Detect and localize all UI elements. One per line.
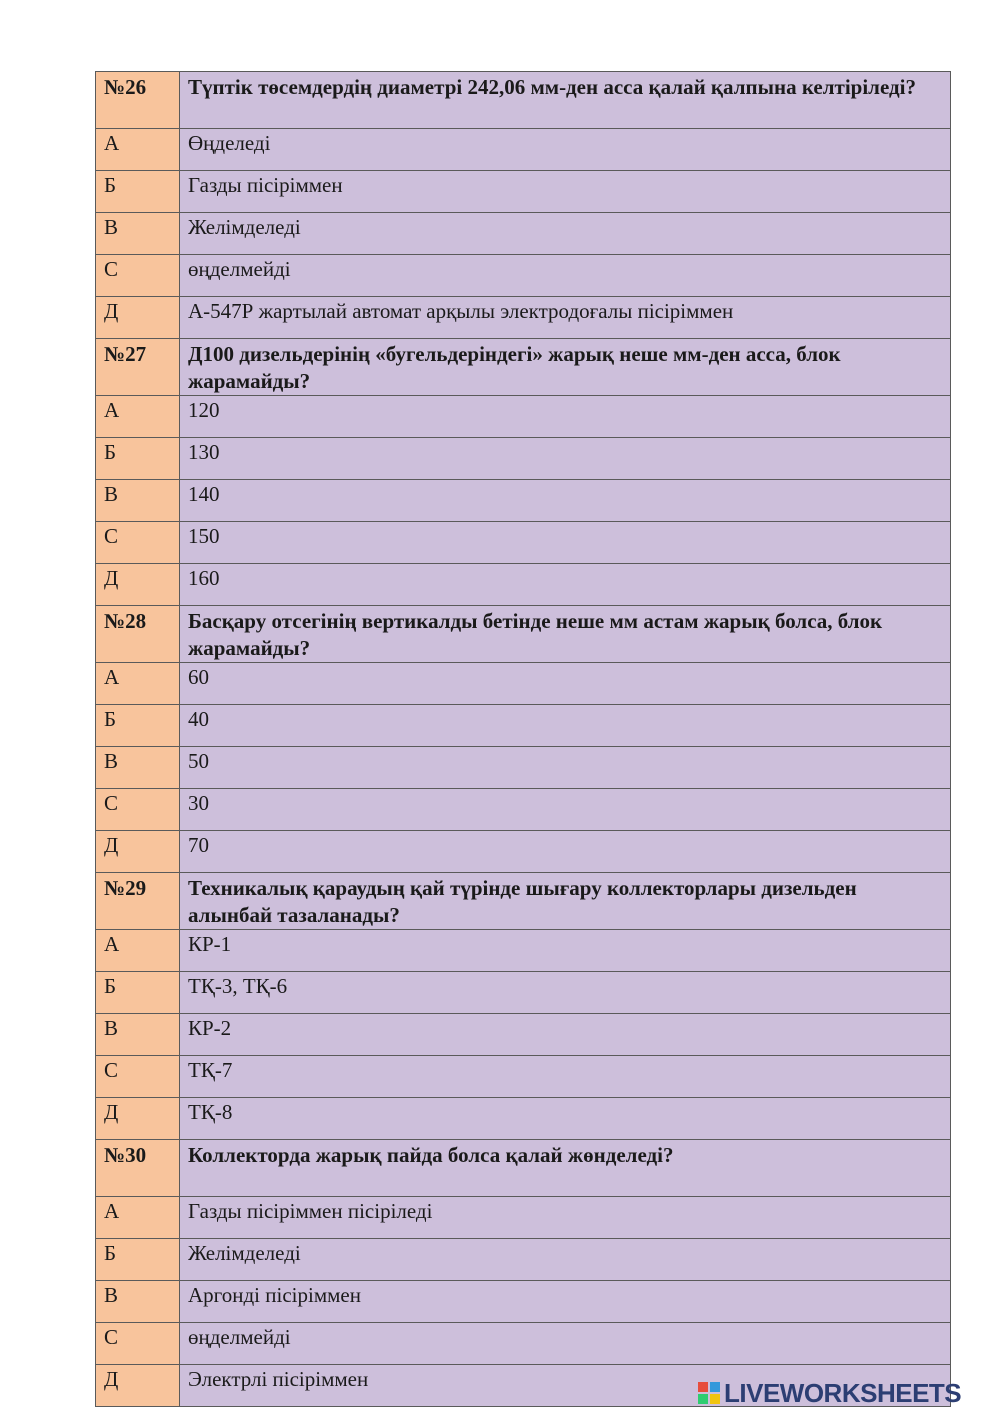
answer-option-row[interactable] [96, 789, 951, 831]
option-key: А [96, 396, 180, 438]
option-text: Желімделеді [180, 213, 951, 255]
option-text: ТҚ-3, ТҚ-6 [180, 972, 951, 1014]
answer-option-row[interactable] [96, 564, 951, 606]
answer-option-row[interactable] [96, 129, 951, 171]
option-key: В [96, 213, 180, 255]
question-text: Басқару отсегінің вертикалды бетінде неше мм астам жарық болса, блок жарамайды? [180, 606, 951, 663]
answer-option-row[interactable] [96, 663, 951, 705]
option-text: ТҚ-8 [180, 1098, 951, 1140]
option-text: Желімделеді [180, 1239, 951, 1281]
option-key: Д [96, 1365, 180, 1407]
question-number: №30 [96, 1140, 180, 1197]
option-key: В [96, 747, 180, 789]
answer-option-row[interactable] [96, 255, 951, 297]
option-text: КР-2 [180, 1014, 951, 1056]
logo-squares-icon [698, 1382, 720, 1404]
option-text: 30 [180, 789, 951, 831]
option-key: В [96, 1281, 180, 1323]
question-text: Д100 дизельдерінің «бугельдеріндегі» жарық неше мм-ден асса, блок жарамайды? [180, 339, 951, 396]
question-row [96, 339, 951, 396]
option-key: Б [96, 438, 180, 480]
answer-option-row[interactable] [96, 1281, 951, 1323]
option-text: 130 [180, 438, 951, 480]
option-key: С [96, 789, 180, 831]
option-key: Б [96, 705, 180, 747]
option-key: С [96, 255, 180, 297]
quiz-body [96, 72, 951, 1407]
answer-option-row[interactable] [96, 438, 951, 480]
option-text: 70 [180, 831, 951, 873]
answer-option-row[interactable] [96, 1014, 951, 1056]
question-number: №29 [96, 873, 180, 930]
option-key: С [96, 522, 180, 564]
option-text: 150 [180, 522, 951, 564]
option-key: Д [96, 831, 180, 873]
answer-option-row[interactable] [96, 972, 951, 1014]
answer-option-row[interactable] [96, 1239, 951, 1281]
option-key: А [96, 930, 180, 972]
option-key: С [96, 1056, 180, 1098]
answer-option-row[interactable] [96, 1098, 951, 1140]
question-number: №28 [96, 606, 180, 663]
option-text: 120 [180, 396, 951, 438]
answer-option-row[interactable] [96, 522, 951, 564]
option-text: 160 [180, 564, 951, 606]
quiz-table [95, 71, 951, 1407]
option-text: Өңделеді [180, 129, 951, 171]
question-text: Коллекторда жарық пайда болса қалай жөнделеді? [180, 1140, 951, 1197]
option-text: А-547Р жартылай автомат арқылы электродоғалы пісіріммен [180, 297, 951, 339]
logo-square [698, 1382, 708, 1392]
answer-option-row[interactable] [96, 1056, 951, 1098]
option-text: Газды пісіріммен пісіріледі [180, 1197, 951, 1239]
option-text: 40 [180, 705, 951, 747]
option-text: 140 [180, 480, 951, 522]
option-text: өңделмейді [180, 1323, 951, 1365]
question-row [96, 873, 951, 930]
option-text: 60 [180, 663, 951, 705]
question-row [96, 72, 951, 129]
logo-square [698, 1394, 708, 1404]
answer-option-row[interactable] [96, 396, 951, 438]
question-number: №27 [96, 339, 180, 396]
option-key: Б [96, 1239, 180, 1281]
answer-option-row[interactable] [96, 1197, 951, 1239]
logo-text: LIVEWORKSHEETS [724, 1377, 962, 1408]
logo-square [710, 1382, 720, 1392]
answer-option-row[interactable] [96, 480, 951, 522]
answer-option-row[interactable] [96, 1323, 951, 1365]
question-row [96, 1140, 951, 1197]
option-key: В [96, 1014, 180, 1056]
option-text: өңделмейді [180, 255, 951, 297]
answer-option-row[interactable] [96, 831, 951, 873]
option-key: А [96, 129, 180, 171]
option-key: А [96, 663, 180, 705]
liveworksheets-logo [698, 1378, 961, 1408]
answer-option-row[interactable] [96, 171, 951, 213]
answer-option-row[interactable] [96, 747, 951, 789]
question-text: Техникалық қараудың қай түрінде шығару коллекторлары дизельден алынбай тазаланады? [180, 873, 951, 930]
answer-option-row[interactable] [96, 297, 951, 339]
option-key: Д [96, 297, 180, 339]
question-number: №26 [96, 72, 180, 129]
question-text: Түптік төсемдердің диаметрі 242,06 мм-ден асса қалай қалпына келтіріледі? [180, 72, 951, 129]
option-text: 50 [180, 747, 951, 789]
answer-option-row[interactable] [96, 213, 951, 255]
option-key: Б [96, 171, 180, 213]
option-text: ТҚ-7 [180, 1056, 951, 1098]
answer-option-row[interactable] [96, 930, 951, 972]
option-text: Электрлі пісіріммен [180, 1365, 951, 1407]
option-key: А [96, 1197, 180, 1239]
option-text: Газды пісіріммен [180, 171, 951, 213]
question-row [96, 606, 951, 663]
option-key: В [96, 480, 180, 522]
option-text: Аргонді пісіріммен [180, 1281, 951, 1323]
logo-square [710, 1394, 720, 1404]
option-text: КР-1 [180, 930, 951, 972]
option-key: Д [96, 1098, 180, 1140]
option-key: Б [96, 972, 180, 1014]
answer-option-row[interactable] [96, 705, 951, 747]
option-key: С [96, 1323, 180, 1365]
option-key: Д [96, 564, 180, 606]
